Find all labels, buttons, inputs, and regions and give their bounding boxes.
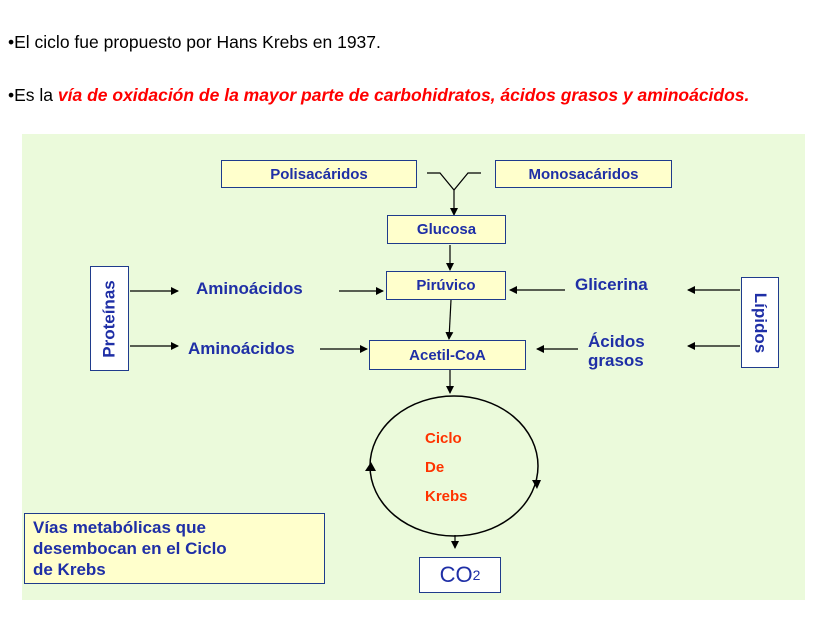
box-lipidos <box>741 277 779 368</box>
label-ciclo: Ciclo <box>425 430 462 447</box>
label-glicerina: Glicerina <box>575 275 648 294</box>
label-lipidos: Lípidos <box>751 292 771 353</box>
box-polisacaridos: Polisacáridos <box>221 160 417 188</box>
label-grasos: grasos <box>588 351 644 370</box>
bullet-krebs-1937: •El ciclo fue propuesto por Hans Krebs en 1937. <box>8 32 381 52</box>
legend-box <box>24 513 325 584</box>
label-krebs: Krebs <box>425 488 468 505</box>
box-proteinas <box>90 266 129 371</box>
co2-subscript: 2 <box>472 567 481 583</box>
label-proteinas: Proteínas <box>99 279 119 358</box>
label-de: De <box>425 459 445 476</box>
label-aminoacidos-1: Aminoácidos <box>196 279 303 298</box>
legend-line-2: desembocan en el Ciclo <box>33 539 227 558</box>
bullet-highlight: vía de oxidación de la mayor parte de carbohidratos, ácidos grasos y aminoácidos. <box>57 85 750 105</box>
cycle-arrowhead-left <box>365 462 376 471</box>
label-aminoacidos-2: Aminoácidos <box>188 339 295 358</box>
box-glucosa: Glucosa <box>387 215 506 244</box>
co2-main: CO <box>439 562 473 587</box>
legend-line-3: de Krebs <box>33 560 106 579</box>
arrow-to-acetil <box>449 300 451 339</box>
merge-line <box>427 173 481 190</box>
box-monosacaridos: Monosacáridos <box>495 160 672 188</box>
box-co2 <box>419 557 501 593</box>
box-piruvico: Pirúvico <box>386 271 506 300</box>
krebs-cycle-circle <box>370 396 538 536</box>
bullet-prefix: •Es la <box>8 85 58 105</box>
legend-line-1: Vías metabólicas que <box>33 518 206 537</box>
label-acidos: Ácidos <box>588 332 645 351</box>
box-acetil-coa: Acetil-CoA <box>369 340 526 370</box>
